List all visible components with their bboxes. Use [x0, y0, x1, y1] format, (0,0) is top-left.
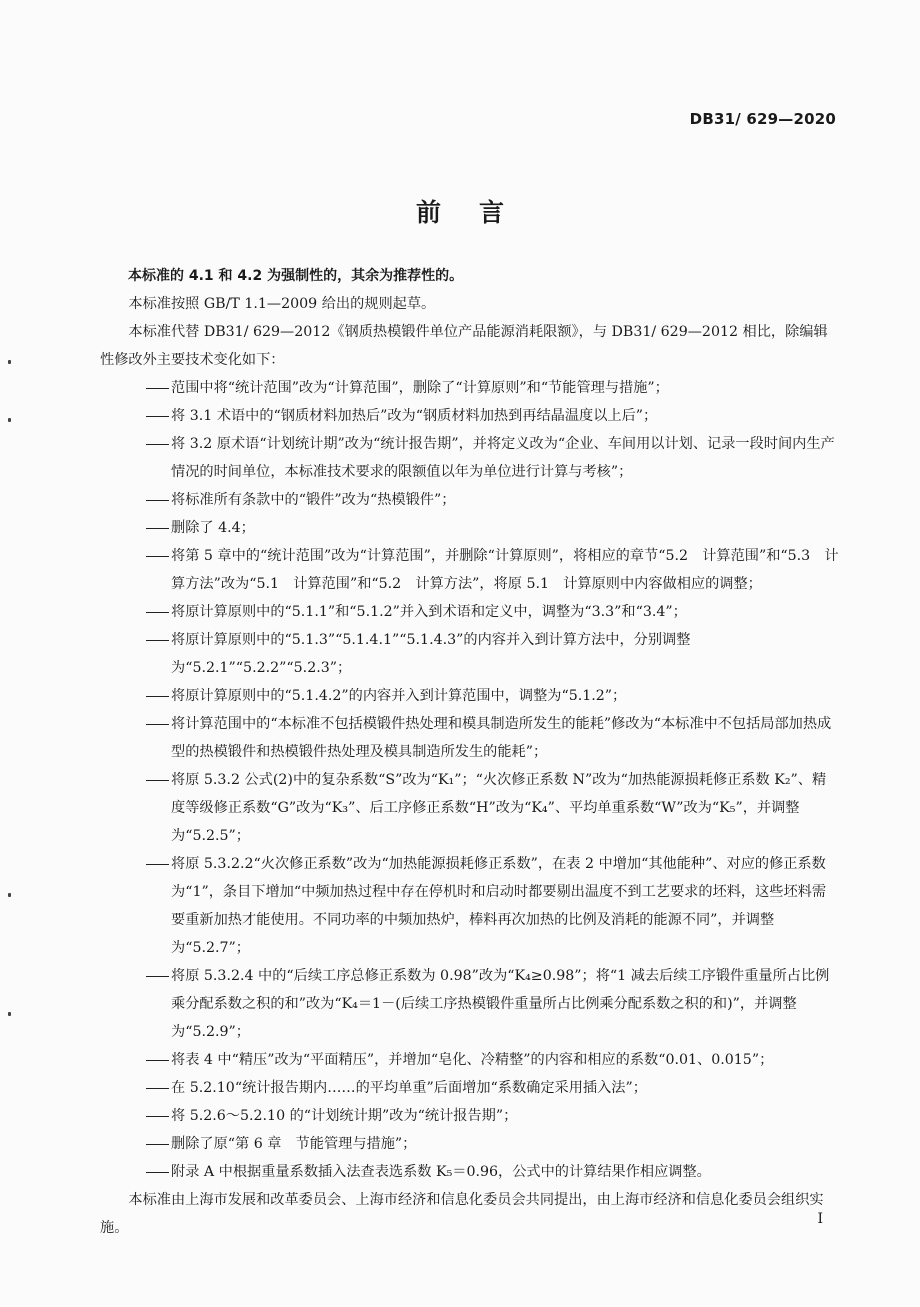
margin-dot [8, 418, 11, 422]
replacement-statement: 本标准代替 DB31/ 629—2012《钢质热模锻件单位产品能源消耗限额》，与 DB31/ 629—2012 相比，除编辑性修改外主要技术变化如下： [100, 324, 828, 368]
list-item: 将原计算原则中的“5.1.4.2”的内容并入到计算范围中，调整为“5.1.2”； [171, 688, 627, 704]
list-item: 将原 5.3.2.2“火次修正系数”改为“加热能源损耗修正系数”，在表 2 中增加“其他能种”、对应的修正系数为“1”，条目下增加“中频加热过程中存在停机时和启动时都要剔出温度不到工艺要求的坯料，这些坯料需要重新加热才能使用。不同功率的中频加热炉，棒料再次加热的比例及消耗的能源不同”，并调整为“5.2.7”； [171, 856, 827, 956]
page-number: I [817, 1211, 823, 1227]
list-item: 将表 4 中“精压”改为“平面精压”，并增加“皂化、冷精整”的内容和相应的系数“0.01、0.015”； [171, 1052, 774, 1068]
list-item: 在 5.2.10“统计报告期内……的平均单重”后面增加“系数确定采用插入法”； [171, 1080, 647, 1096]
list-item: 将 3.1 术语中的“钢质材料加热后”改为“钢质材料加热到再结晶温度以上后”； [171, 408, 658, 424]
margin-dot [8, 893, 11, 897]
closing-statement: 本标准由上海市发展和改革委员会、上海市经济和信息化委员会共同提出，由上海市经济和信息化委员会组织实施。 [100, 1192, 824, 1236]
list-item: 将标准所有条款中的“锻件”改为“热模锻件”； [171, 492, 456, 508]
list-item: 删除了原“第 6 章 节能管理与措施”； [171, 1136, 417, 1152]
changes-list [100, 374, 840, 1186]
list-item: 将 5.2.6～5.2.10 的“计划统计期”改为“统计报告期”； [171, 1108, 518, 1124]
list-item: 将原 5.3.2 公式(2)中的复杂系数“S”改为“K₁”；“火次修正系数 N”改为“加热能源损耗修正系数 K₂”、精度等级修正系数“G”改为“K₃”、后工序修正系数“H”改为“K₄”、平均单重系数“W”改为“K₅”，并调整为“5.2.5”； [171, 772, 827, 844]
margin-dot [8, 1012, 11, 1016]
list-item: 删除了 4.4； [171, 520, 255, 536]
list-item: 将计算范围中的“本标准不包括模锻件热处理和模具制造所发生的能耗”修改为“本标准中不包括局部加热成型的热模锻件和热模锻件热处理及模具制造所发生的能耗”； [171, 716, 832, 760]
list-item: 范围中将“统计范围”改为“计算范围”，删除了“计算原则”和“节能管理与措施”； [171, 380, 669, 396]
page-title: 前言 [415, 198, 542, 227]
list-item: 将原计算原则中的“5.1.1”和“5.1.2”并入到术语和定义中，调整为“3.3”和“3.4”； [171, 604, 687, 620]
margin-dot [8, 360, 11, 364]
mandatory-clause-statement: 本标准的 4.1 和 4.2 为强制性的，其余为推荐性的。 [128, 268, 464, 284]
list-item: 将第 5 章中的“统计范围”改为“计算范围”，并删除“计算原则”，将相应的章节“5.2 计算范围”和“5.3 计算方法”改为“5.1 计算范围”和“5.2 计算方法”，将原 5.1 计算原则中内容做相应的调整； [171, 548, 839, 592]
list-item: 附录 A 中根据重量系数插入法查表选系数 K₅＝0.96，公式中的计算结果作相应调整。 [171, 1164, 711, 1180]
drafting-rule-statement: 本标准按照 GB/T 1.1—2009 给出的规则起草。 [128, 296, 436, 312]
foreword-body [100, 262, 840, 1242]
list-item: 将 3.2 原术语“计划统计期”改为“统计报告期”，并将定义改为“企业、车间用以计划、记录一段时间内生产情况的时间单位，本标准技术要求的限额值以年为单位进行计算与考核”； [171, 436, 835, 480]
list-item: 将原计算原则中的“5.1.3”“5.1.4.1”“5.1.4.3”的内容并入到计算方法中，分别调整为“5.2.1”“5.2.2”“5.2.3”； [171, 632, 691, 676]
standard-code: DB31/ 629—2020 [689, 110, 836, 128]
list-item: 将原 5.3.2.4 中的“后续工序总修正系数为 0.98”改为“K₄≥0.98”；将“1 减去后续工序锻件重量所占比例乘分配系数之积的和”改为“K₄＝1－(后续工序热模锻件重量所占比例乘分配系数之积的和)”，并调整为“5.2.9”； [171, 968, 830, 1040]
